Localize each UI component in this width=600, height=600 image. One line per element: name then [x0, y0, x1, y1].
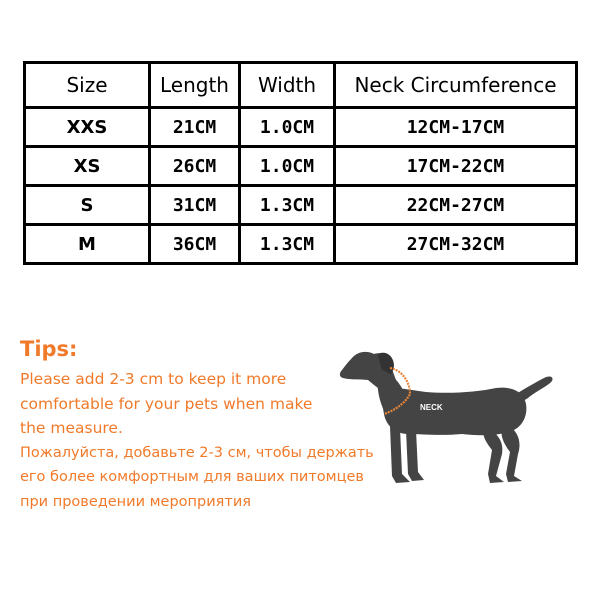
cell-neck: 17CM-22CM [335, 147, 577, 186]
size-chart-table [23, 61, 578, 265]
cell-size: M [25, 225, 150, 264]
dog-neck-illustration [330, 330, 560, 510]
header-size: Size [25, 63, 150, 108]
neck-label: NECK [420, 403, 443, 412]
cell-length: 26CM [150, 147, 240, 186]
cell-size: XXS [25, 108, 150, 147]
cell-neck: 27CM-32CM [335, 225, 577, 264]
header-neck-circumference: Neck Circumference [335, 63, 577, 108]
cell-neck: 12CM-17CM [335, 108, 577, 147]
cell-neck: 22CM-27CM [335, 186, 577, 225]
header-width: Width [240, 63, 335, 108]
cell-length: 36CM [150, 225, 240, 264]
cell-size: XS [25, 147, 150, 186]
cell-width: 1.0CM [240, 108, 335, 147]
cell-length: 21CM [150, 108, 240, 147]
tips-line-ru: Пожалуйста, добавьте 2-3 см, чтобы держать [20, 444, 374, 461]
tips-line-ru: при проведении мероприятия [20, 493, 251, 510]
table-row [25, 186, 577, 225]
header-length: Length [150, 63, 240, 108]
tips-text [20, 367, 374, 514]
table-row [25, 108, 577, 147]
tips-line-ru: его более комфортным для ваших питомцев [20, 469, 364, 485]
cell-length: 31CM [150, 186, 240, 225]
cell-width: 1.3CM [240, 225, 335, 264]
table-header-row [25, 63, 577, 108]
tips-title: Tips: [20, 337, 78, 361]
tips-line-en: Please add 2-3 cm to keep it more [20, 370, 287, 388]
table-row [25, 225, 577, 264]
tips-line-en: comfortable for your pets when make [20, 394, 313, 413]
cell-width: 1.0CM [240, 147, 335, 186]
dog-silhouette-icon [340, 352, 553, 483]
cell-size: S [25, 186, 150, 225]
tips-line-en: the measure. [20, 419, 123, 437]
cell-width: 1.3CM [240, 186, 335, 225]
table-row [25, 147, 577, 186]
